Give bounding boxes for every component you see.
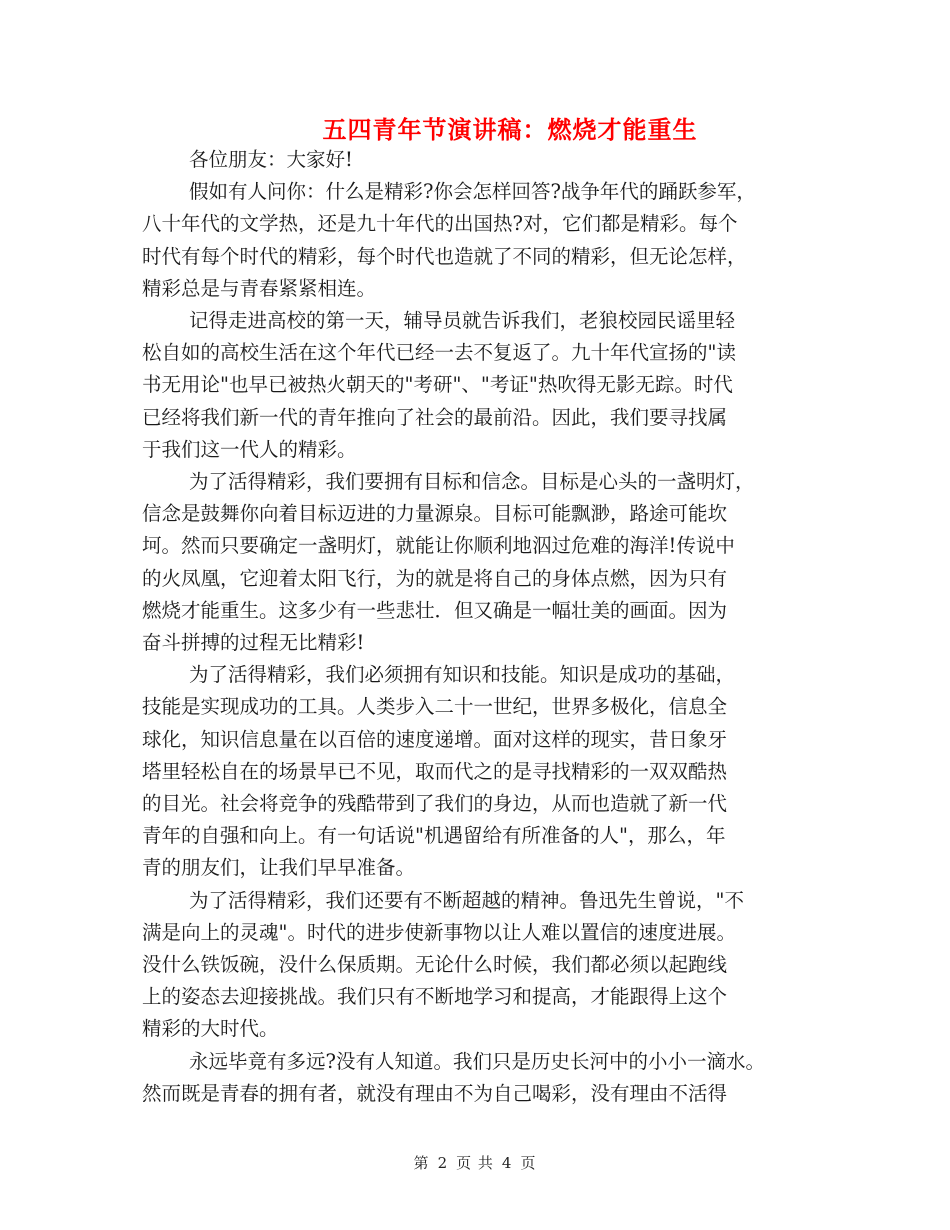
footer-suffix: 页: [520, 1154, 537, 1172]
text-line: 燃烧才能重生。这多少有一些悲壮．但又确是一幅壮美的画面。因为: [142, 598, 728, 622]
text-line: 书无用论"也早已被热火朝天的"考研"、"考证"热吹得无影无踪。时代: [142, 373, 733, 397]
footer-page-number: 2: [437, 1154, 449, 1172]
text-line: 青的朋友们，让我们早早准备。: [142, 856, 416, 880]
text-line: 为了活得精彩，我们必须拥有知识和技能。知识是成功的基础，: [189, 663, 736, 687]
text-line: 精彩的大时代。: [142, 1017, 279, 1041]
text-line: 的火凤凰，它迎着太阳飞行，为的就是将自己的身体点燃，因为只有: [142, 566, 728, 590]
text-line: 为了活得精彩，我们要拥有目标和信念。目标是心头的一盏明灯，: [189, 470, 755, 494]
text-line: 时代有每个时代的精彩，每个时代也造就了不同的精彩，但无论怎样，: [142, 244, 747, 268]
text-line: 没什么铁饭碗，没什么保质期。无论什么时候，我们都必须以起跑线: [142, 953, 728, 977]
page-footer: [0, 1152, 950, 1173]
text-line: 八十年代的文学热，还是九十年代的出国热?对，它们都是精彩。每个: [142, 212, 738, 236]
text-line: 上的姿态去迎接挑战。我们只有不断地学习和提高，才能跟得上这个: [142, 985, 728, 1009]
text-line: 为了活得精彩，我们还要有不断超越的精神。鲁迅先生曾说，"不: [189, 888, 744, 912]
text-line: 精彩总是与青春紧紧相连。: [142, 276, 377, 300]
document-title: 五四青年节演讲稿：燃烧才能重生: [322, 115, 698, 144]
text-line: 青年的自强和向上。有一句话说"机遇留给有所准备的人"，那么，年: [142, 824, 726, 848]
text-line: 然而既是青春的拥有者，就没有理由不为自己喝彩，没有理由不活得: [142, 1081, 728, 1105]
text-line: 技能是实现成功的工具。人类步入二十一世纪，世界多极化，信息全: [142, 695, 728, 719]
text-line: 于我们这一代人的精彩。: [142, 437, 357, 461]
text-line: 塔里轻松自在的场景早已不见，取而代之的是寻找精彩的一双双酷热: [142, 759, 728, 783]
text-line: 假如有人问你：什么是精彩?你会怎样回答?战争年代的踊跃参军，: [189, 180, 756, 204]
footer-prefix: 第: [413, 1154, 430, 1172]
text-line: 已经将我们新一代的青年推向了社会的最前沿。因此，我们要寻找属: [142, 405, 728, 429]
text-line: 坷。然而只要确定一盏明灯，就能让你顺利地泅过危难的海洋!传说中: [142, 534, 735, 558]
text-line: 信念是鼓舞你向着目标迈进的力量源泉。目标可能飘渺，路途可能坎: [142, 502, 728, 526]
text-line: 永远毕竟有多远?没有人知道。我们只是历史长河中的小小一滴水。: [189, 1049, 765, 1073]
text-line: 各位朋友：大家好!: [189, 148, 353, 171]
text-line: 记得走进高校的第一天，辅导员就告诉我们，老狼校园民谣里轻: [189, 309, 736, 333]
footer-middle: 页 共: [456, 1154, 494, 1172]
document-body: [142, 144, 832, 1110]
text-line: 球化，知识信息量在以百倍的速度递增。面对这样的现实，昔日象牙: [142, 727, 728, 751]
text-line: 松自如的高校生活在这个年代已经一去不复返了。九十年代宣扬的"读: [142, 341, 736, 365]
footer-total-pages: 4: [501, 1154, 513, 1172]
text-line: 奋斗拼搏的过程无比精彩!: [142, 631, 365, 655]
text-line: 满是向上的灵魂"。时代的进步使新事物以让人难以置信的速度进展。: [142, 920, 736, 944]
text-line: 的目光。社会将竞争的残酷带到了我们的身边，从而也造就了新一代: [142, 792, 728, 816]
